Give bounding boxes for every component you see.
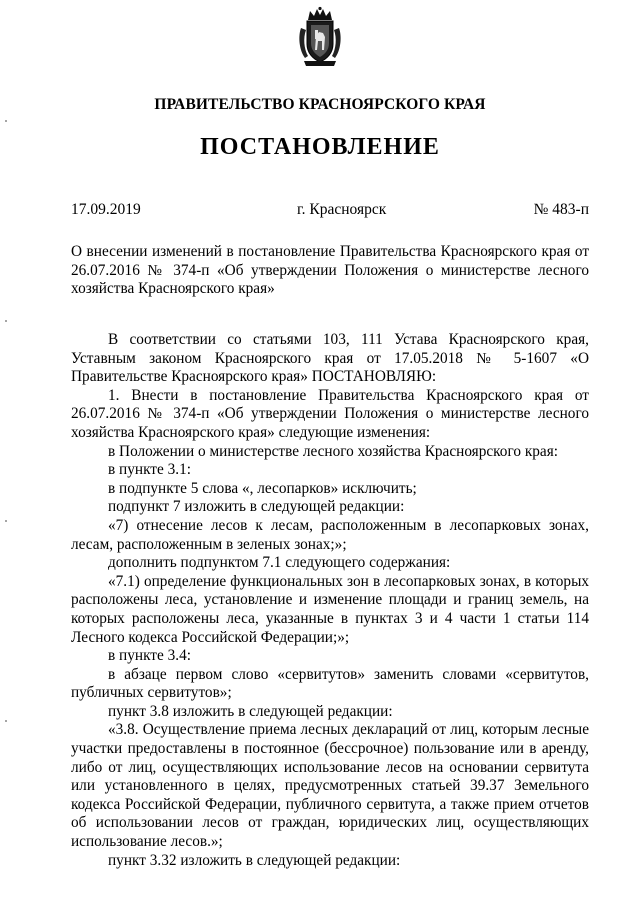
body-paragraph: в Положении о министерстве лесного хозяйства Красноярского края: xyxy=(108,442,558,460)
body-paragraph: в абзаце первом слово «сервитутов» заменить словами «сервитутов, публичных сервитутов»; xyxy=(71,665,589,702)
scan-speck xyxy=(5,120,7,122)
document-date: 17.09.2019 xyxy=(71,201,141,218)
body-paragraph: «7) отнесение лесов к лесам, расположенным в лесопарковых зонах, лесам, расположенным в зеленых зонах;»; xyxy=(71,516,589,553)
body-paragraph: в пункте 3.1: xyxy=(108,461,191,479)
body-paragraph: 1. Внести в постановление Правительства Красноярского края от 26.07.2016 № 374-п «Об утверждении Положения о министерстве лесного хозяйства Красноярского края» следующие изменения: xyxy=(71,386,589,441)
document-meta xyxy=(71,201,589,221)
document-city: г. Красноярск xyxy=(297,201,387,218)
coat-of-arms-icon xyxy=(298,6,342,68)
coat-of-arms-svg xyxy=(298,6,342,68)
body-paragraph: «7.1) определение функциональных зон в лесопарковых зонах, в которых расположены леса, установление и изменение площади и границ земель, на которых расположены леса, указанные в пунктах 3 и 4 части 1 статьи 114 Лесного кодекса Российской Федерации;»; xyxy=(71,572,589,646)
body-paragraph: пункт 3.8 изложить в следующей редакции: xyxy=(108,702,393,720)
document-number: № 483-п xyxy=(533,201,589,218)
body-paragraph: «3.8. Осуществление приема лесных деклараций от лиц, которым лесные участки предоставлены в постоянное (бессрочное) пользование или в аренду, либо от лиц, осуществляющих использование лесов на основании сервитута или установленного в целях, предусмотренных статьей 39.37 Земельного кодекса Российской Федерации, публичного сервитута, а также прием отчетов об использовании лесов от граждан, юридических лиц, осуществляющих использование лесов.»; xyxy=(71,721,589,851)
scan-speck xyxy=(5,320,7,322)
document-subject: О внесении изменений в постановление Правительства Красноярского края от 26.07.2016 № 374-п «Об утверждении Положения о министерстве лесного хозяйства Красноярского края» xyxy=(71,243,589,298)
scan-speck xyxy=(5,520,7,522)
scan-speck xyxy=(5,720,7,722)
document-type-title: ПОСТАНОВЛЕНИЕ xyxy=(200,134,440,160)
body-paragraph: пункт 3.32 изложить в следующей редакции: xyxy=(108,851,401,869)
body-paragraph: в подпункте 5 слова «, лесопарков» исключить; xyxy=(108,479,417,497)
body-paragraph: дополнить подпунктом 7.1 следующего содержания: xyxy=(108,554,451,572)
document-body xyxy=(71,331,589,870)
government-title: ПРАВИТЕЛЬСТВО КРАСНОЯРСКОГО КРАЯ xyxy=(154,96,486,113)
body-paragraph: подпункт 7 изложить в следующей редакции: xyxy=(108,498,405,516)
body-paragraph: в пункте 3.4: xyxy=(108,647,191,665)
body-paragraph: В соответствии со статьями 103, 111 Устава Красноярского края, Уставным законом Красноярского края от 17.05.2018 № 5-1607 «О Правительстве Красноярского края» ПОСТАНОВЛЯЮ: xyxy=(71,331,589,386)
